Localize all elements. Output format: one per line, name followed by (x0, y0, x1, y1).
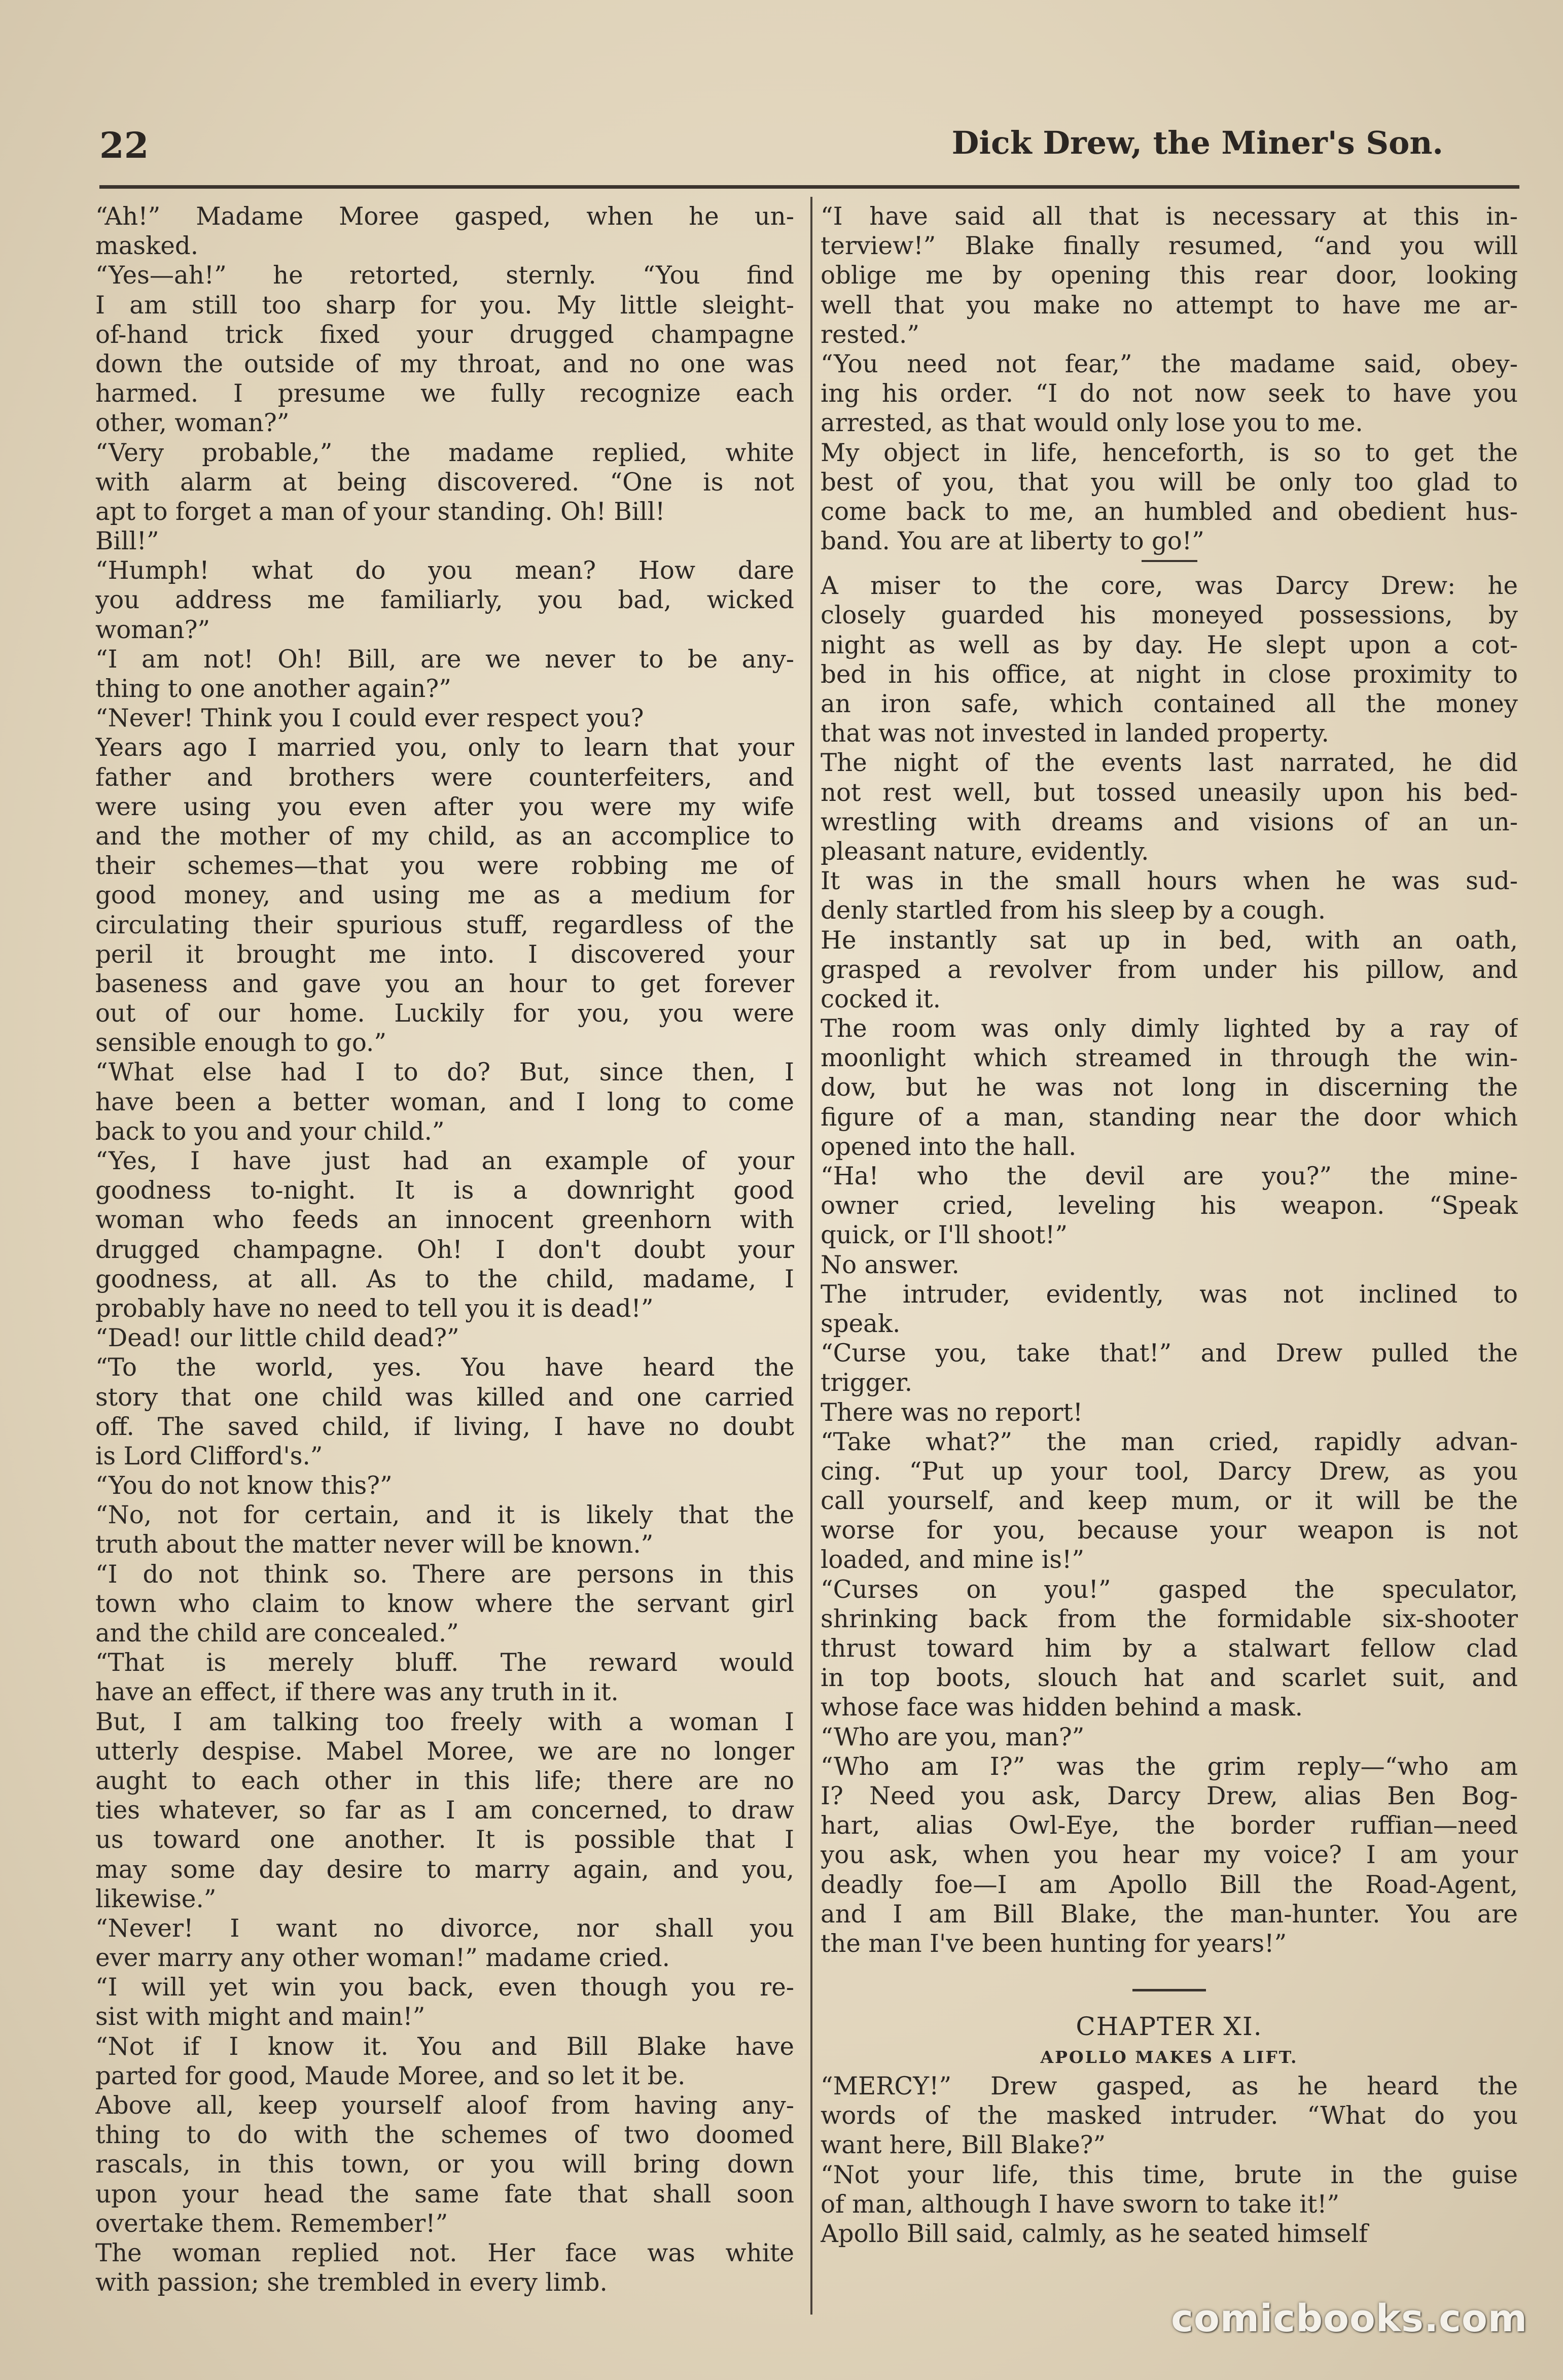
text-line: “I am not! Oh! Bill, are we never to be any- (95, 645, 794, 674)
text-line: thrust toward him by a stalwart fellow clad (821, 1634, 1518, 1663)
text-line: worse for you, because your weapon is not (821, 1516, 1518, 1545)
text-line: that was not invested in landed property. (821, 719, 1329, 748)
text-line: story that one child was killed and one carried (95, 1383, 794, 1412)
chapter-title: CHAPTER XI. (1076, 2012, 1263, 2042)
text-line: call yourself, and keep mum, or it will be the (821, 1487, 1518, 1516)
text-line: bed in his office, at night in close proximity to (821, 660, 1518, 689)
page-header (99, 124, 1509, 180)
text-line: harmed. I presume we fully recognize each (95, 379, 794, 408)
text-line: the man I've been hunting for years!” (821, 1929, 1287, 1958)
text-line: words of the masked intruder. “What do you (821, 2102, 1518, 2130)
text-line: “Never! Think you I could ever respect you? (95, 704, 644, 733)
text-line: grasped a revolver from under his pillow, and (821, 955, 1518, 984)
text-line: A miser to the core, was Darcy Drew: he (821, 572, 1518, 601)
text-line: “Yes—ah!” he retorted, sternly. “You find (95, 261, 794, 290)
text-line: baseness and gave you an hour to get forever (95, 969, 794, 998)
text-line: thing to do with the schemes of two doomed (95, 2121, 794, 2150)
text-line: arrested, as that would only lose you to me. (821, 409, 1363, 438)
text-line: woman?” (95, 615, 210, 644)
text-line: There was no report! (821, 1398, 1083, 1427)
text-line: with alarm at being discovered. “One is not (95, 468, 794, 497)
text-line: in top boots, slouch hat and scarlet suit, and (821, 1664, 1518, 1693)
text-line: speak. (821, 1309, 901, 1338)
text-line: The night of the events last narrated, he did (821, 749, 1518, 778)
text-line: “You do not know this?” (95, 1472, 393, 1500)
text-line: and I am Bill Blake, the man-hunter. You are (821, 1900, 1518, 1929)
text-line: “Humph! what do you mean? How dare (95, 556, 794, 585)
text-line: hart, alias Owl-Eye, the border ruffian—need (821, 1811, 1518, 1840)
text-line: have an effect, if there was any truth in it. (95, 1678, 619, 1707)
text-line: probably have no need to tell you it is dead!” (95, 1294, 654, 1323)
text-line: of-hand trick fixed your drugged champagne (95, 320, 794, 349)
text-line: night as well as by day. He slept upon a cot- (821, 631, 1518, 659)
text-line: “Not your life, this time, brute in the guise (821, 2160, 1518, 2189)
text-line: overtake them. Remember!” (95, 2209, 448, 2238)
text-line: “Yes, I have just had an example of your (95, 1147, 794, 1175)
text-line: opened into the hall. (821, 1132, 1077, 1161)
text-line: “To the world, yes. You have heard the (95, 1353, 794, 1382)
text-line: Bill!” (95, 527, 159, 556)
text-line: goodness to-night. It is a downright good (95, 1176, 794, 1205)
watermark-logo: comicbooks.com (1171, 2297, 1528, 2340)
text-line: out of our home. Luckily for you, you were (95, 999, 794, 1028)
text-line: aught to each other in this life; there are no (95, 1766, 794, 1795)
text-line: Apollo Bill said, calmly, as he seated himself (821, 2220, 1368, 2248)
text-line: want here, Bill Blake?” (821, 2131, 1106, 2160)
chapter-break-rule (1132, 1989, 1206, 1991)
text-line: “Dead! our little child dead?” (95, 1324, 459, 1353)
text-line: rested.” (821, 320, 919, 349)
text-line: Years ago I married you, only to learn that your (95, 733, 794, 762)
text-line: cocked it. (821, 985, 941, 1013)
text-line: “Ha! who the devil are you?” the mine- (821, 1162, 1518, 1191)
text-line: father and brothers were counterfeiters, and (95, 763, 794, 792)
running-title: Dick Drew, the Miner's Son. (951, 124, 1443, 161)
text-line: “Never! I want no divorce, nor shall you (95, 1914, 794, 1943)
text-line: masked. (95, 232, 199, 261)
text-line: “Who are you, man?” (821, 1723, 1085, 1752)
chapter-subtitle: APOLLO MAKES A LIFT. (1040, 2047, 1298, 2068)
text-line: their schemes—that you were robbing me of (95, 852, 794, 881)
text-line: best of you, that you will be only too glad to (821, 468, 1518, 497)
text-line: come back to me, an humbled and obedient hus- (821, 497, 1518, 526)
left-column (95, 202, 794, 2332)
right-column-part3 (821, 2072, 1518, 2249)
text-line: other, woman?” (95, 409, 290, 438)
text-line: “Take what?” the man cried, rapidly advan- (821, 1427, 1518, 1456)
text-line: whose face was hidden behind a mask. (821, 1693, 1303, 1722)
text-line: circulating their spurious stuff, regardless of the (95, 911, 794, 939)
text-line: have been a better woman, and I long to come (95, 1088, 794, 1116)
text-line: oblige me by opening this rear door, looking (821, 261, 1518, 290)
text-line: sensible enough to go.” (95, 1029, 386, 1058)
text-line: “I do not think so. There are persons in this (95, 1560, 794, 1589)
text-line: well that you make no attempt to have me ar- (821, 291, 1518, 320)
text-line: The room was only dimly lighted by a ray of (821, 1014, 1518, 1043)
text-line: “Ah!” Madame Moree gasped, when he un- (95, 202, 794, 231)
text-line: drugged champagne. Oh! I don't doubt your (95, 1235, 794, 1264)
text-line: “What else had I to do? But, since then, I (95, 1058, 794, 1087)
text-line: thing to one another again?” (95, 675, 451, 703)
text-line: goodness, at all. As to the child, madame, I (95, 1265, 794, 1293)
text-line: dow, but he was not long in discerning the (821, 1073, 1518, 1102)
text-line: you address me familiarly, you bad, wicked (95, 586, 794, 615)
text-line: “That is merely bluff. The reward would (95, 1649, 794, 1677)
text-line: terview!” Blake finally resumed, “and you will (821, 232, 1518, 261)
right-column-part2 (821, 571, 1518, 1958)
text-line: likewise.” (95, 1884, 217, 1913)
text-line: may some day desire to marry again, and you, (95, 1855, 794, 1884)
right-column-part1 (821, 202, 1518, 556)
text-line: deadly foe—I am Apollo Bill the Road-Agent, (821, 1870, 1518, 1899)
text-line: “Curse you, take that!” and Drew pulled the (821, 1339, 1518, 1368)
text-line: “I have said all that is necessary at this in- (821, 202, 1518, 231)
text-line: “Not if I know it. You and Bill Blake have (95, 2032, 794, 2061)
text-line: “I will yet win you back, even though you re- (95, 1973, 794, 2002)
text-line: town who claim to know where the servant girl (95, 1589, 794, 1618)
text-line: I am still too sharp for you. My little sleight- (95, 291, 794, 320)
text-line: ever marry any other woman!” madame cried. (95, 1944, 670, 1973)
text-line: “You need not fear,” the madame said, obey- (821, 349, 1518, 378)
text-line: “Who am I?” was the grim reply—“who am (821, 1752, 1518, 1781)
text-line: truth about the matter never will be known.” (95, 1530, 654, 1559)
text-line: and the mother of my child, as an accomplice to (95, 822, 794, 851)
text-line: good money, and using me as a medium for (95, 881, 794, 910)
text-line: The woman replied not. Her face was white (95, 2238, 794, 2267)
text-line: apt to forget a man of your standing. Oh! Bill! (95, 497, 665, 526)
text-line: off. The saved child, if living, I have no doubt (95, 1412, 794, 1441)
column-divider (810, 197, 812, 2315)
text-line: of man, although I have sworn to take it!” (821, 2190, 1340, 2219)
text-line: He instantly sat up in bed, with an oath, (821, 926, 1518, 955)
text-line: The intruder, evidently, was not inclined to (821, 1280, 1518, 1309)
text-line: peril it brought me into. I discovered your (95, 940, 794, 969)
text-line: figure of a man, standing near the door which (821, 1103, 1518, 1132)
text-line: denly startled from his sleep by a cough. (821, 896, 1326, 925)
text-line: “Very probable,” the madame replied, white (95, 438, 794, 467)
right-column (821, 202, 1518, 2332)
text-line: were using you even after you were my wife (95, 792, 794, 821)
text-line: closely guarded his moneyed possessions, by (821, 601, 1518, 630)
text-line: It was in the small hours when he was sud- (821, 867, 1518, 896)
text-line: My object in life, henceforth, is so to get the (821, 438, 1518, 467)
text-line: cing. “Put up your tool, Darcy Drew, as you (821, 1457, 1518, 1486)
header-rule (99, 185, 1519, 189)
text-line: moonlight which streamed in through the win- (821, 1044, 1518, 1073)
text-line: “No, not for certain, and it is likely that the (95, 1501, 794, 1530)
text-line: us toward one another. It is possible that I (95, 1826, 794, 1854)
text-line: down the outside of my throat, and no one was (95, 349, 794, 378)
text-line: owner cried, leveling his weapon. “Speak (821, 1192, 1518, 1220)
text-line: ties whatever, so far as I am concerned, to draw (95, 1796, 794, 1825)
text-line: Above all, keep yourself aloof from having any- (95, 2091, 794, 2120)
text-line: But, I am talking too freely with a woman I (95, 1707, 794, 1736)
text-line: utterly despise. Mabel Moree, we are no longer (95, 1737, 794, 1766)
page-number: 22 (99, 124, 149, 166)
text-line: ing his order. “I do not now seek to have you (821, 379, 1518, 408)
text-line: parted for good, Maude Moree, and so let it be. (95, 2061, 686, 2090)
text-line: is Lord Clifford's.” (95, 1442, 323, 1471)
text-line: upon your head the same fate that shall soon (95, 2180, 794, 2209)
text-line: quick, or I'll shoot!” (821, 1221, 1068, 1250)
text-line: No answer. (821, 1250, 960, 1279)
text-line: I? Need you ask, Darcy Drew, alias Ben Bog- (821, 1781, 1518, 1810)
text-line: an iron safe, which contained all the money (821, 690, 1518, 718)
text-line: loaded, and mine is!” (821, 1546, 1085, 1574)
text-line: woman who feeds an innocent greenhorn with (95, 1206, 794, 1235)
text-line: band. You are at liberty to go!” (821, 527, 1204, 556)
text-line: not rest well, but tossed uneasily upon his bed- (821, 778, 1518, 807)
text-line: wrestling with dreams and visions of an un- (821, 808, 1518, 836)
section-break-rule (1142, 560, 1197, 562)
text-line: trigger. (821, 1369, 913, 1397)
text-line: pleasant nature, evidently. (821, 837, 1149, 866)
text-line: “Curses on you!” gasped the speculator, (821, 1575, 1518, 1604)
text-line: sist with might and main!” (95, 2003, 425, 2032)
text-line: rascals, in this town, or you will bring down (95, 2150, 794, 2179)
text-line: with passion; she trembled in every limb. (95, 2268, 608, 2297)
text-line: you ask, when you hear my voice? I am your (821, 1841, 1518, 1870)
text-line: and the child are concealed.” (95, 1619, 459, 1648)
text-line: shrinking back from the formidable six-shooter (821, 1604, 1518, 1633)
text-line: back to you and your child.” (95, 1117, 445, 1146)
text-line: “MERCY!” Drew gasped, as he heard the (821, 2072, 1518, 2101)
